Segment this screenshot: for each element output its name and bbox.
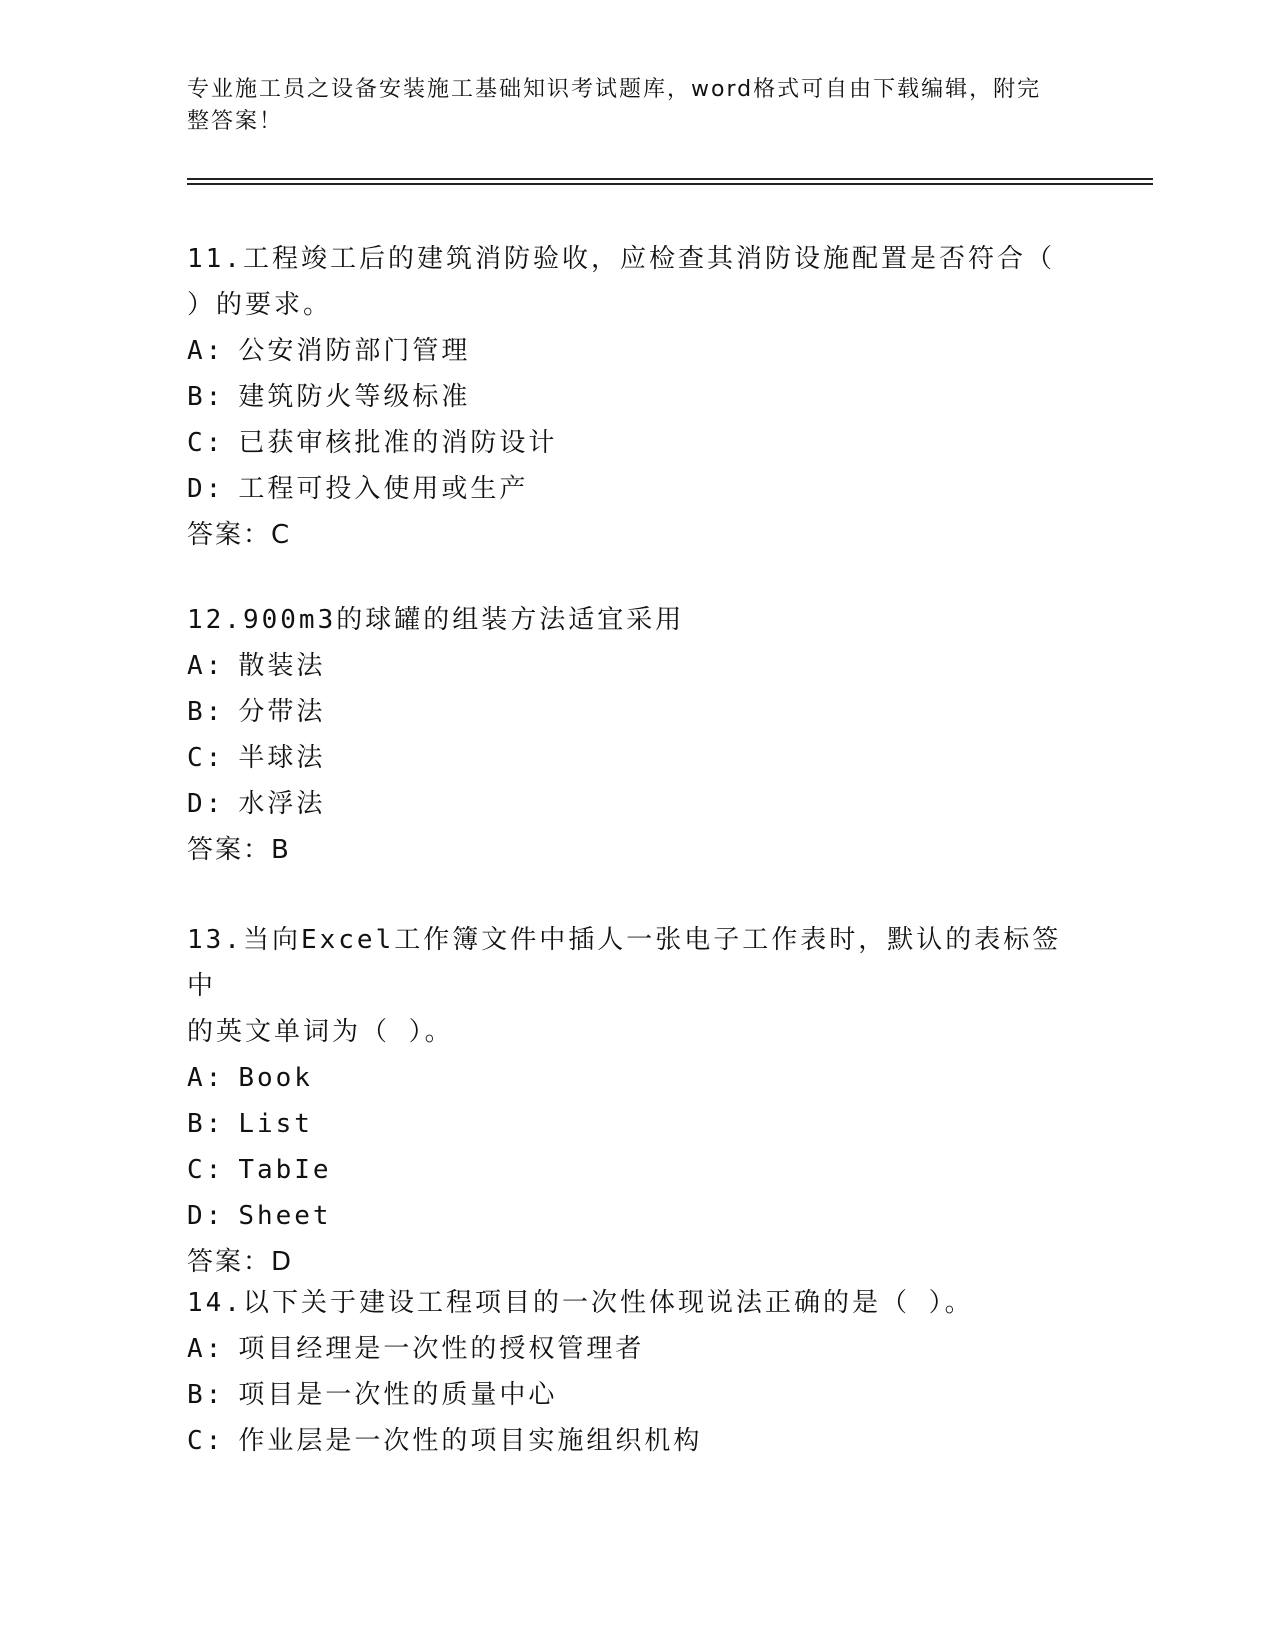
option-letter: C: (187, 1426, 225, 1456)
option-text: Book (238, 1063, 313, 1093)
option-b (187, 1101, 1087, 1147)
option-text: 水浮法 (238, 789, 326, 819)
option-d (187, 466, 1087, 512)
option-text: 分带法 (238, 697, 326, 727)
document-header (187, 74, 1067, 138)
question-13 (187, 917, 1087, 1285)
option-c (187, 735, 1087, 781)
answer-line: 答案：D (187, 1247, 294, 1277)
option-letter: B: (187, 1380, 225, 1410)
option-letter: D: (187, 789, 225, 819)
option-letter: B: (187, 697, 225, 727)
option-text: 建筑防火等级标准 (238, 382, 471, 412)
question-11 (187, 236, 1087, 558)
option-a (187, 1055, 1087, 1101)
option-text: 半球法 (238, 743, 326, 773)
option-text: 散装法 (238, 651, 326, 681)
option-letter: D: (187, 474, 225, 504)
option-letter: B: (187, 382, 225, 412)
option-b (187, 374, 1087, 420)
option-b (187, 1372, 1087, 1418)
option-letter: D: (187, 1201, 225, 1231)
option-d (187, 1193, 1087, 1239)
header-line-2: 整答案！ (187, 109, 284, 134)
question-stem-line: 14.以下关于建设工程项目的一次性体现说法正确的是（ ）。 (187, 1288, 974, 1318)
option-text: 作业层是一次性的项目实施组织机构 (238, 1426, 703, 1456)
question-stem-line: 13.当向Excel工作簿文件中插人一张电子工作表时，默认的表标签中 (187, 925, 1062, 1001)
option-letter: C: (187, 428, 225, 458)
option-d (187, 781, 1087, 827)
option-text: 项目经理是一次性的授权管理者 (238, 1334, 645, 1364)
option-text: TabIe (238, 1155, 332, 1185)
option-text: 项目是一次性的质量中心 (238, 1380, 558, 1410)
header-line-1: 专业施工员之设备安装施工基础知识考试题库，word格式可自由下载编辑，附完 (187, 77, 1042, 102)
answer-line: 答案：C (187, 520, 292, 550)
option-a (187, 328, 1087, 374)
option-text: Sheet (238, 1201, 332, 1231)
option-text: 工程可投入使用或生产 (238, 474, 529, 504)
option-c (187, 1147, 1087, 1193)
option-letter: A: (187, 1334, 225, 1364)
question-12 (187, 597, 1087, 873)
option-text: 公安消防部门管理 (238, 336, 471, 366)
option-letter: A: (187, 1063, 225, 1093)
option-c (187, 420, 1087, 466)
question-stem-line: 的英文单词为（ ）。 (187, 1017, 454, 1047)
question-stem-line: 11.工程竣工后的建筑消防验收，应检查其消防设施配置是否符合（ (187, 244, 1055, 274)
header-divider-bottom (187, 183, 1153, 185)
answer-line: 答案：B (187, 835, 291, 865)
question-stem-line: 12.900m3的球罐的组装方法适宜采用 (187, 605, 685, 635)
option-a (187, 1326, 1087, 1372)
option-letter: C: (187, 743, 225, 773)
option-text: 已获审核批准的消防设计 (238, 428, 558, 458)
option-c (187, 1418, 1087, 1464)
header-divider-top (187, 178, 1153, 180)
option-b (187, 689, 1087, 735)
option-letter: B: (187, 1109, 225, 1139)
option-text: List (238, 1109, 313, 1139)
question-14 (187, 1280, 1087, 1464)
option-a (187, 643, 1087, 689)
option-letter: A: (187, 336, 225, 366)
question-stem-line: ）的要求。 (187, 290, 333, 320)
option-letter: A: (187, 651, 225, 681)
option-letter: C: (187, 1155, 225, 1185)
